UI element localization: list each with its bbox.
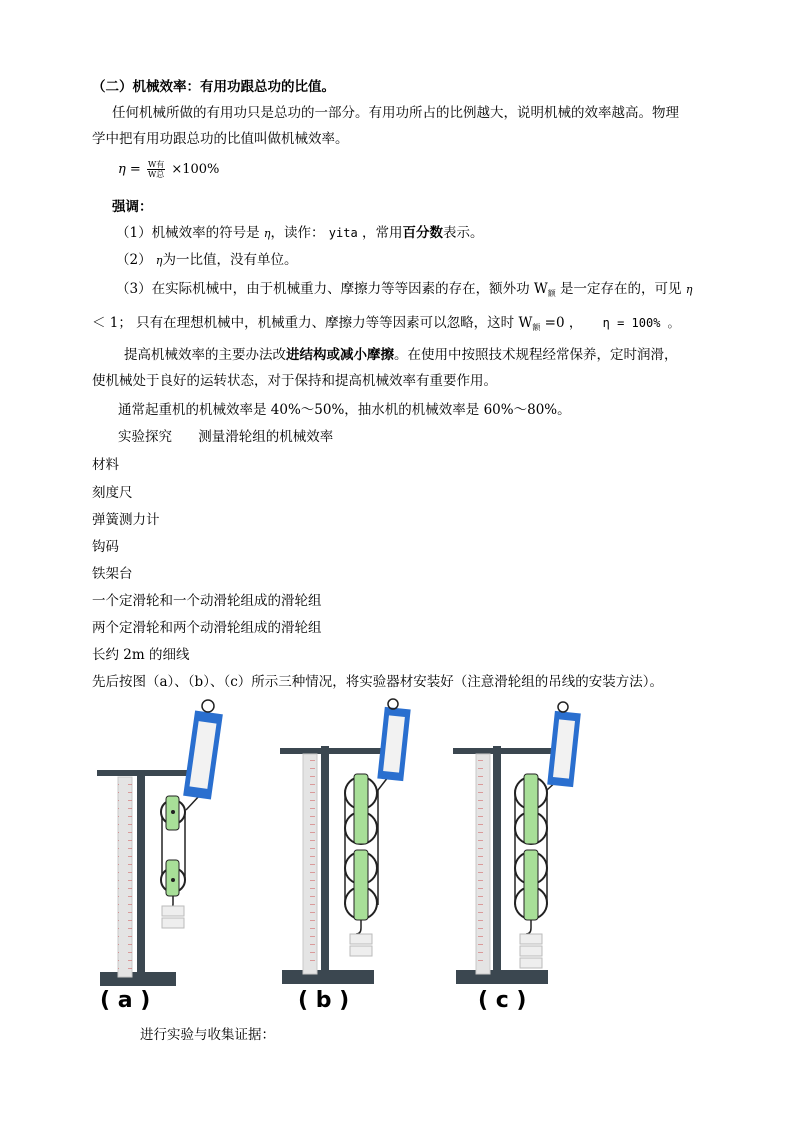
ruler-ticks — [303, 758, 317, 968]
emphasis-title: 强调： — [112, 199, 153, 215]
materials-item: 钩码 — [92, 539, 119, 555]
intro-line-1: 任何机械所做的有用功只是总功的一部分。有用功所占的比例越大，说明机械的效率越高。物理 — [112, 105, 679, 121]
setup-instruction: 先后按图（a）、（b）、（c）所示三种情况，将实验器材安装好（注意滑轮组的吊线的安装方法）。 — [92, 674, 663, 690]
p2-text-a: （2） — [116, 252, 152, 268]
stand-base — [282, 970, 374, 984]
p3-line2-b: =0 ， — [540, 315, 583, 331]
p2-text-b: 为一比值，没有单位。 — [162, 252, 298, 268]
axle — [171, 878, 175, 882]
improve-text-a: 提高机械效率的主要办法改 — [124, 347, 286, 363]
pulley-frame — [354, 850, 368, 920]
stand-arm — [97, 770, 199, 776]
stand-base — [456, 970, 548, 984]
section-heading: （二）机械效率：有用功跟总功的比值。 — [92, 79, 335, 95]
scale-ring — [558, 702, 568, 712]
pulley-frame — [524, 850, 538, 920]
materials-item: 一个定滑轮和一个动滑轮组成的滑轮组 — [92, 593, 322, 609]
axle — [171, 810, 175, 814]
formula-lhs: η = — [118, 162, 141, 177]
materials-item: 铁架台 — [92, 566, 133, 582]
pulley-frame — [354, 774, 368, 844]
figure-b — [280, 699, 411, 984]
scale-ring — [202, 700, 214, 712]
p1-bold-percent: 百分数 — [402, 225, 443, 241]
eta-symbol: η — [263, 227, 271, 240]
figure-label-a: ( a ) — [100, 988, 151, 1013]
p1-text-b: ，读作： — [270, 225, 325, 241]
weight — [520, 946, 542, 956]
p1-text-d: 表示。 — [442, 225, 484, 241]
p3-line2-a: ＜ 1； 只有在理想机械中，机械重力、摩擦力等等因素可以忽略，这时 W — [92, 315, 533, 331]
stand-post — [493, 746, 501, 972]
weight — [520, 934, 542, 944]
p1-text-a: （1）机械效率的符号是 — [116, 225, 260, 241]
p3-text-a: （3）在实际机械中，由于机械重力、摩擦力等等因素的存在，额外功 W — [116, 281, 548, 297]
scale-ring — [388, 699, 398, 709]
improve-text-b: 。在使用中按照技术规程经常保养，定时润滑， — [394, 347, 678, 363]
weight — [520, 958, 542, 968]
p1-yita: yita — [328, 226, 358, 240]
figure-label-b: ( b ) — [298, 988, 350, 1013]
hook — [526, 920, 531, 934]
stand-post — [321, 746, 329, 972]
materials-item: 弹簧测力计 — [92, 512, 160, 528]
improve-line-2: 使机械处于良好的运转状态，对于保持和提高机械效率有重要作用。 — [92, 373, 497, 389]
eta-symbol-3: η — [685, 283, 693, 296]
typical-efficiency: 通常起重机的机械效率是 40%～50%，抽水机的机械效率是 60%～80%。 — [118, 402, 571, 418]
weight — [350, 946, 372, 956]
experiment-label: 实验探究 — [118, 429, 172, 445]
formula-denominator: W总 — [147, 170, 165, 179]
weight — [350, 934, 372, 944]
stand-post — [137, 770, 145, 974]
intro-line-2: 学中把有用功跟总功的比值叫做机械效率。 — [92, 131, 349, 147]
p3-text-b: 是一定存在的，可见 — [555, 281, 682, 297]
figure-label-c: ( c ) — [478, 988, 527, 1013]
formula-rhs: ×100% — [171, 162, 220, 177]
p3-sub: 额 — [547, 289, 556, 298]
materials-item: 两个定滑轮和两个动滑轮组成的滑轮组 — [92, 620, 322, 636]
pulley-frame — [166, 860, 179, 896]
p1-text-c: ，常用 — [361, 225, 403, 241]
improve-bold: 进结构或减小摩擦 — [286, 347, 394, 363]
p3-sub-2: 额 — [532, 323, 541, 332]
pulley-frame — [524, 774, 538, 844]
p3-line2-c: η = 100% 。 — [602, 316, 680, 330]
eta-symbol-2: η — [155, 254, 163, 267]
figure-c — [453, 702, 581, 984]
experiment-title: 测量滑轮组的机械效率 — [198, 429, 334, 445]
formula-numerator: W有 — [147, 160, 165, 169]
materials-item: 刻度尺 — [92, 485, 133, 501]
materials-item: 材料 — [92, 457, 119, 473]
stand-base — [100, 972, 176, 986]
hook — [356, 920, 361, 934]
next-section: 进行实验与收集证据： — [140, 1027, 275, 1043]
weight — [162, 906, 184, 916]
figure-a — [97, 700, 223, 986]
ruler-ticks — [476, 758, 490, 968]
ruler-ticks — [118, 780, 132, 970]
materials-item: 长约 2m 的细线 — [92, 647, 190, 663]
weight — [162, 918, 184, 928]
